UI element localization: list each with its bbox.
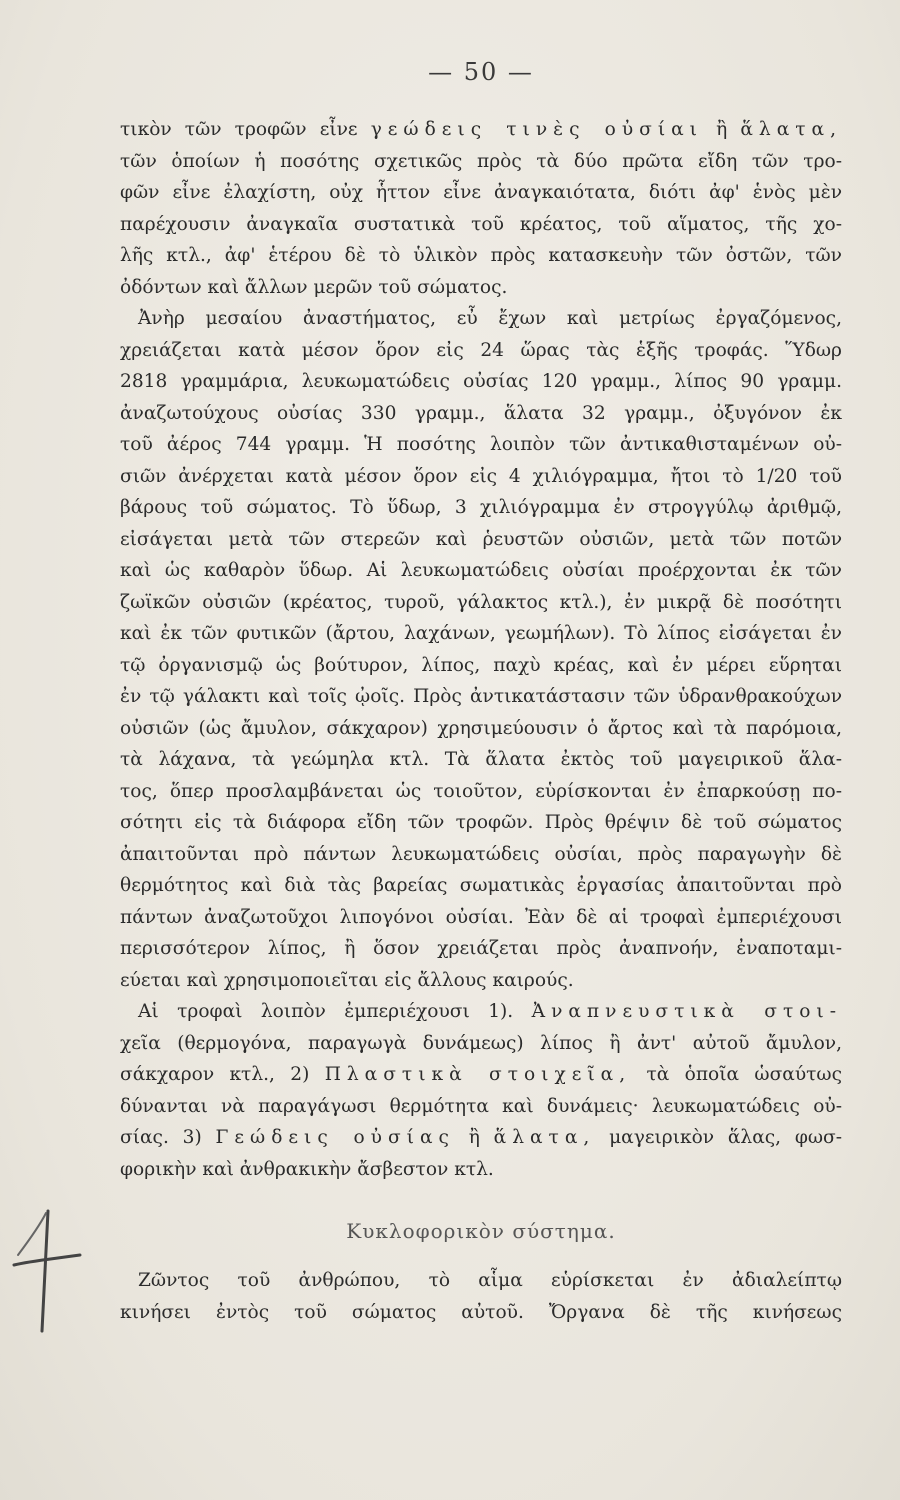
text-line: ζωϊκῶν οὐσιῶν (κρέατος, τυροῦ, γάλακτος κτλ.), ἐν μικρᾷ δὲ ποσότητι [120,591,842,613]
text-span: μαγειρικὸν ἅλας, φωσ- [609,1127,843,1148]
text-line: τος, ὅπερ προσλαμβάνεται ὡς τοιοῦτον, εὑρίσκονται ἐν ἐπαρκούσῃ πο- [120,780,842,802]
page-number: — 50 — [428,58,534,86]
text-line: χεῖα (θερμογόνα, παραγωγὰ δυνάμεως) λίπος ἢ ἀντ' αὐτοῦ ἄμυλον, [120,1032,842,1054]
text-line: πάντων ἀναζωτοῦχοι λιπογόνοι οὐσίαι. Ἐὰν δὲ αἱ τροφαὶ ἐμπεριέχουσι [120,906,842,928]
text-line: σιῶν ἀνέρχεται κατὰ μέσον ὅρον εἰς 4 χιλιόγραμμα, ἤτοι τὸ 1/20 τοῦ [120,465,842,487]
text-line: ὀδόντων καὶ ἄλλων μερῶν τοῦ σώματος. [120,276,508,298]
text-line: φορικὴν καὶ ἀνθρακικὴν ἄσβεστον κτλ. [120,1158,494,1180]
text-span: ἢ [716,119,728,140]
text-span: σάκχαρον κτλ., 2) [120,1064,310,1085]
text-line: λῆς κτλ., ἀφ' ἑτέρου δὲ τὸ ὑλικὸν πρὸς κατασκευὴν τῶν ὀστῶν, τῶν [120,245,842,266]
text-line: σότητι εἰς τὰ διάφορα εἴδη τῶν τροφῶν. Πρὸς θρέψιν δὲ τοῦ σώματος [120,812,842,833]
text-span: σίας. 3) [120,1127,202,1148]
text-line: θερμότητος καὶ διὰ τὰς βαρείας σωματικὰς ἐργασίας ἀπαιτοῦνται πρὸ [120,875,842,896]
text-line: Ζῶντος τοῦ ἀνθρώπου, τὸ αἷμα εὑρίσκεται ἐν ἀδιαλείπτῳ [138,1270,842,1291]
text-span: ἢ [468,1127,480,1148]
section-heading: Κυκλοφορικὸν σύστημα. [346,1219,616,1243]
text-line: τοῦ ἀέρος 744 γραμμ. Ἡ ποσότης λοιπὸν τῶν ἀντικαθισταμένων οὐ- [120,434,842,455]
text-line: καὶ ὡς καθαρὸν ὕδωρ. Αἱ λευκωματώδεις οὐσίαι προέρχονται ἐκ τῶν [120,560,842,581]
text-line: τῶν ὁποίων ἡ ποσότης σχετικῶς πρὸς τὰ δύο πρῶτα εἴδη τῶν τρο- [120,150,842,172]
body-text [120,114,842,1328]
text-span: τὰ ὁποῖα ὡσαύτως [646,1064,842,1085]
spaced-emphasis: Πλαστικὰ στοιχεῖα, [324,1064,632,1085]
spaced-emphasis: Ἀναπνευστικὰ στοι- [531,1001,843,1022]
text-line: ἐν τῷ γάλακτι καὶ τοῖς ᾠοῖς. Πρὸς ἀντικατάστασιν τῶν ὑδρανθρακούχων [120,686,842,707]
text-line: Ἀνὴρ μεσαίου ἀναστήματος, εὖ ἔχων καὶ μετρίως ἐργαζόμενος, [138,308,842,329]
text-line [120,996,842,1028]
spaced-emphasis: γεώδεις τινὲς οὐσίαι [370,119,703,140]
text-line: παρέχουσιν ἀναγκαῖα συστατικὰ τοῦ κρέατος, τοῦ αἵματος, τῆς χο- [120,213,842,235]
text-line: περισσότερον λίπος, ἢ ὅσον χρειάζεται πρὸς ἀναπνοήν, ἐναποταμι- [120,938,842,959]
text-line: φῶν εἶνε ἐλαχίστη, οὐχ ἧττον εἶνε ἀναγκαιότατα, διότι ἀφ' ἑνὸς μὲν [120,182,842,203]
spaced-emphasis: ἅλατα, [493,1127,596,1148]
text-line: χρειάζεται κατὰ μέσον ὅρον εἰς 24 ὥρας τὰς ἑξῆς τροφάς. Ὕδωρ [120,339,842,361]
spaced-emphasis: ἅλατα, [740,119,843,140]
text-line [120,1122,842,1154]
pencil-cross-mark-icon [0,1205,90,1335]
text-span: Αἱ τροφαὶ λοιπὸν ἐμπεριέχουσι 1). [138,1001,514,1022]
text-line [120,114,842,146]
text-line: 2818 γραμμάρια, λευκωματώδεις οὐσίας 120 γραμμ., λίπος 90 γραμμ. [120,371,842,392]
text-line: οὐσιῶν (ὡς ἄμυλον, σάκχαρον) χρησιμεύουσιν ὁ ἄρτος καὶ τὰ παρόμοια, [120,717,842,739]
text-line: εύεται καὶ χρησιμοποιεῖται εἰς ἄλλους καιρούς. [120,969,574,991]
text-line [120,1059,842,1091]
text-span: τικὸν τῶν τροφῶν εἶνε [120,119,358,140]
text-line: εἰσάγεται μετὰ τῶν στερεῶν καὶ ῥευστῶν οὐσιῶν, μετὰ τῶν ποτῶν [120,528,842,550]
text-line: καὶ ἐκ τῶν φυτικῶν (ἄρτου, λαχάνων, γεωμήλων). Τὸ λίπος εἰσάγεται ἐν [120,623,842,644]
text-line: τὰ λάχανα, τὰ γεώμηλα κτλ. Τὰ ἅλατα ἐκτὸς τοῦ μαγειρικοῦ ἅλα- [120,749,842,770]
text-line: ἀναζωτούχους οὐσίας 330 γραμμ., ἅλατα 32 γραμμ., ὀξυγόνον ἐκ [120,402,842,424]
text-line: κινήσει ἐντὸς τοῦ σώματος αὐτοῦ. Ὄργανα δὲ τῆς κινήσεως [120,1301,842,1323]
text-line: τῷ ὀργανισμῷ ὡς βούτυρον, λίπος, παχὺ κρέας, καὶ ἐν μέρει εὕρηται [120,654,842,676]
text-line: βάρους τοῦ σώματος. Τὸ ὕδωρ, 3 χιλιόγραμμα ἐν στρογγύλῳ ἀριθμῷ, [120,497,842,518]
text-line: ἀπαιτοῦνται πρὸ πάντων λευκωματώδεις οὐσίαι, πρὸς παραγωγὴν δὲ [120,843,842,865]
text-line: δύνανται νὰ παραγάγωσι θερμότητα καὶ δυνάμεις· λευκωματώδεις οὐ- [120,1095,842,1117]
spaced-emphasis: Γεώδεις οὐσίας [215,1127,455,1148]
